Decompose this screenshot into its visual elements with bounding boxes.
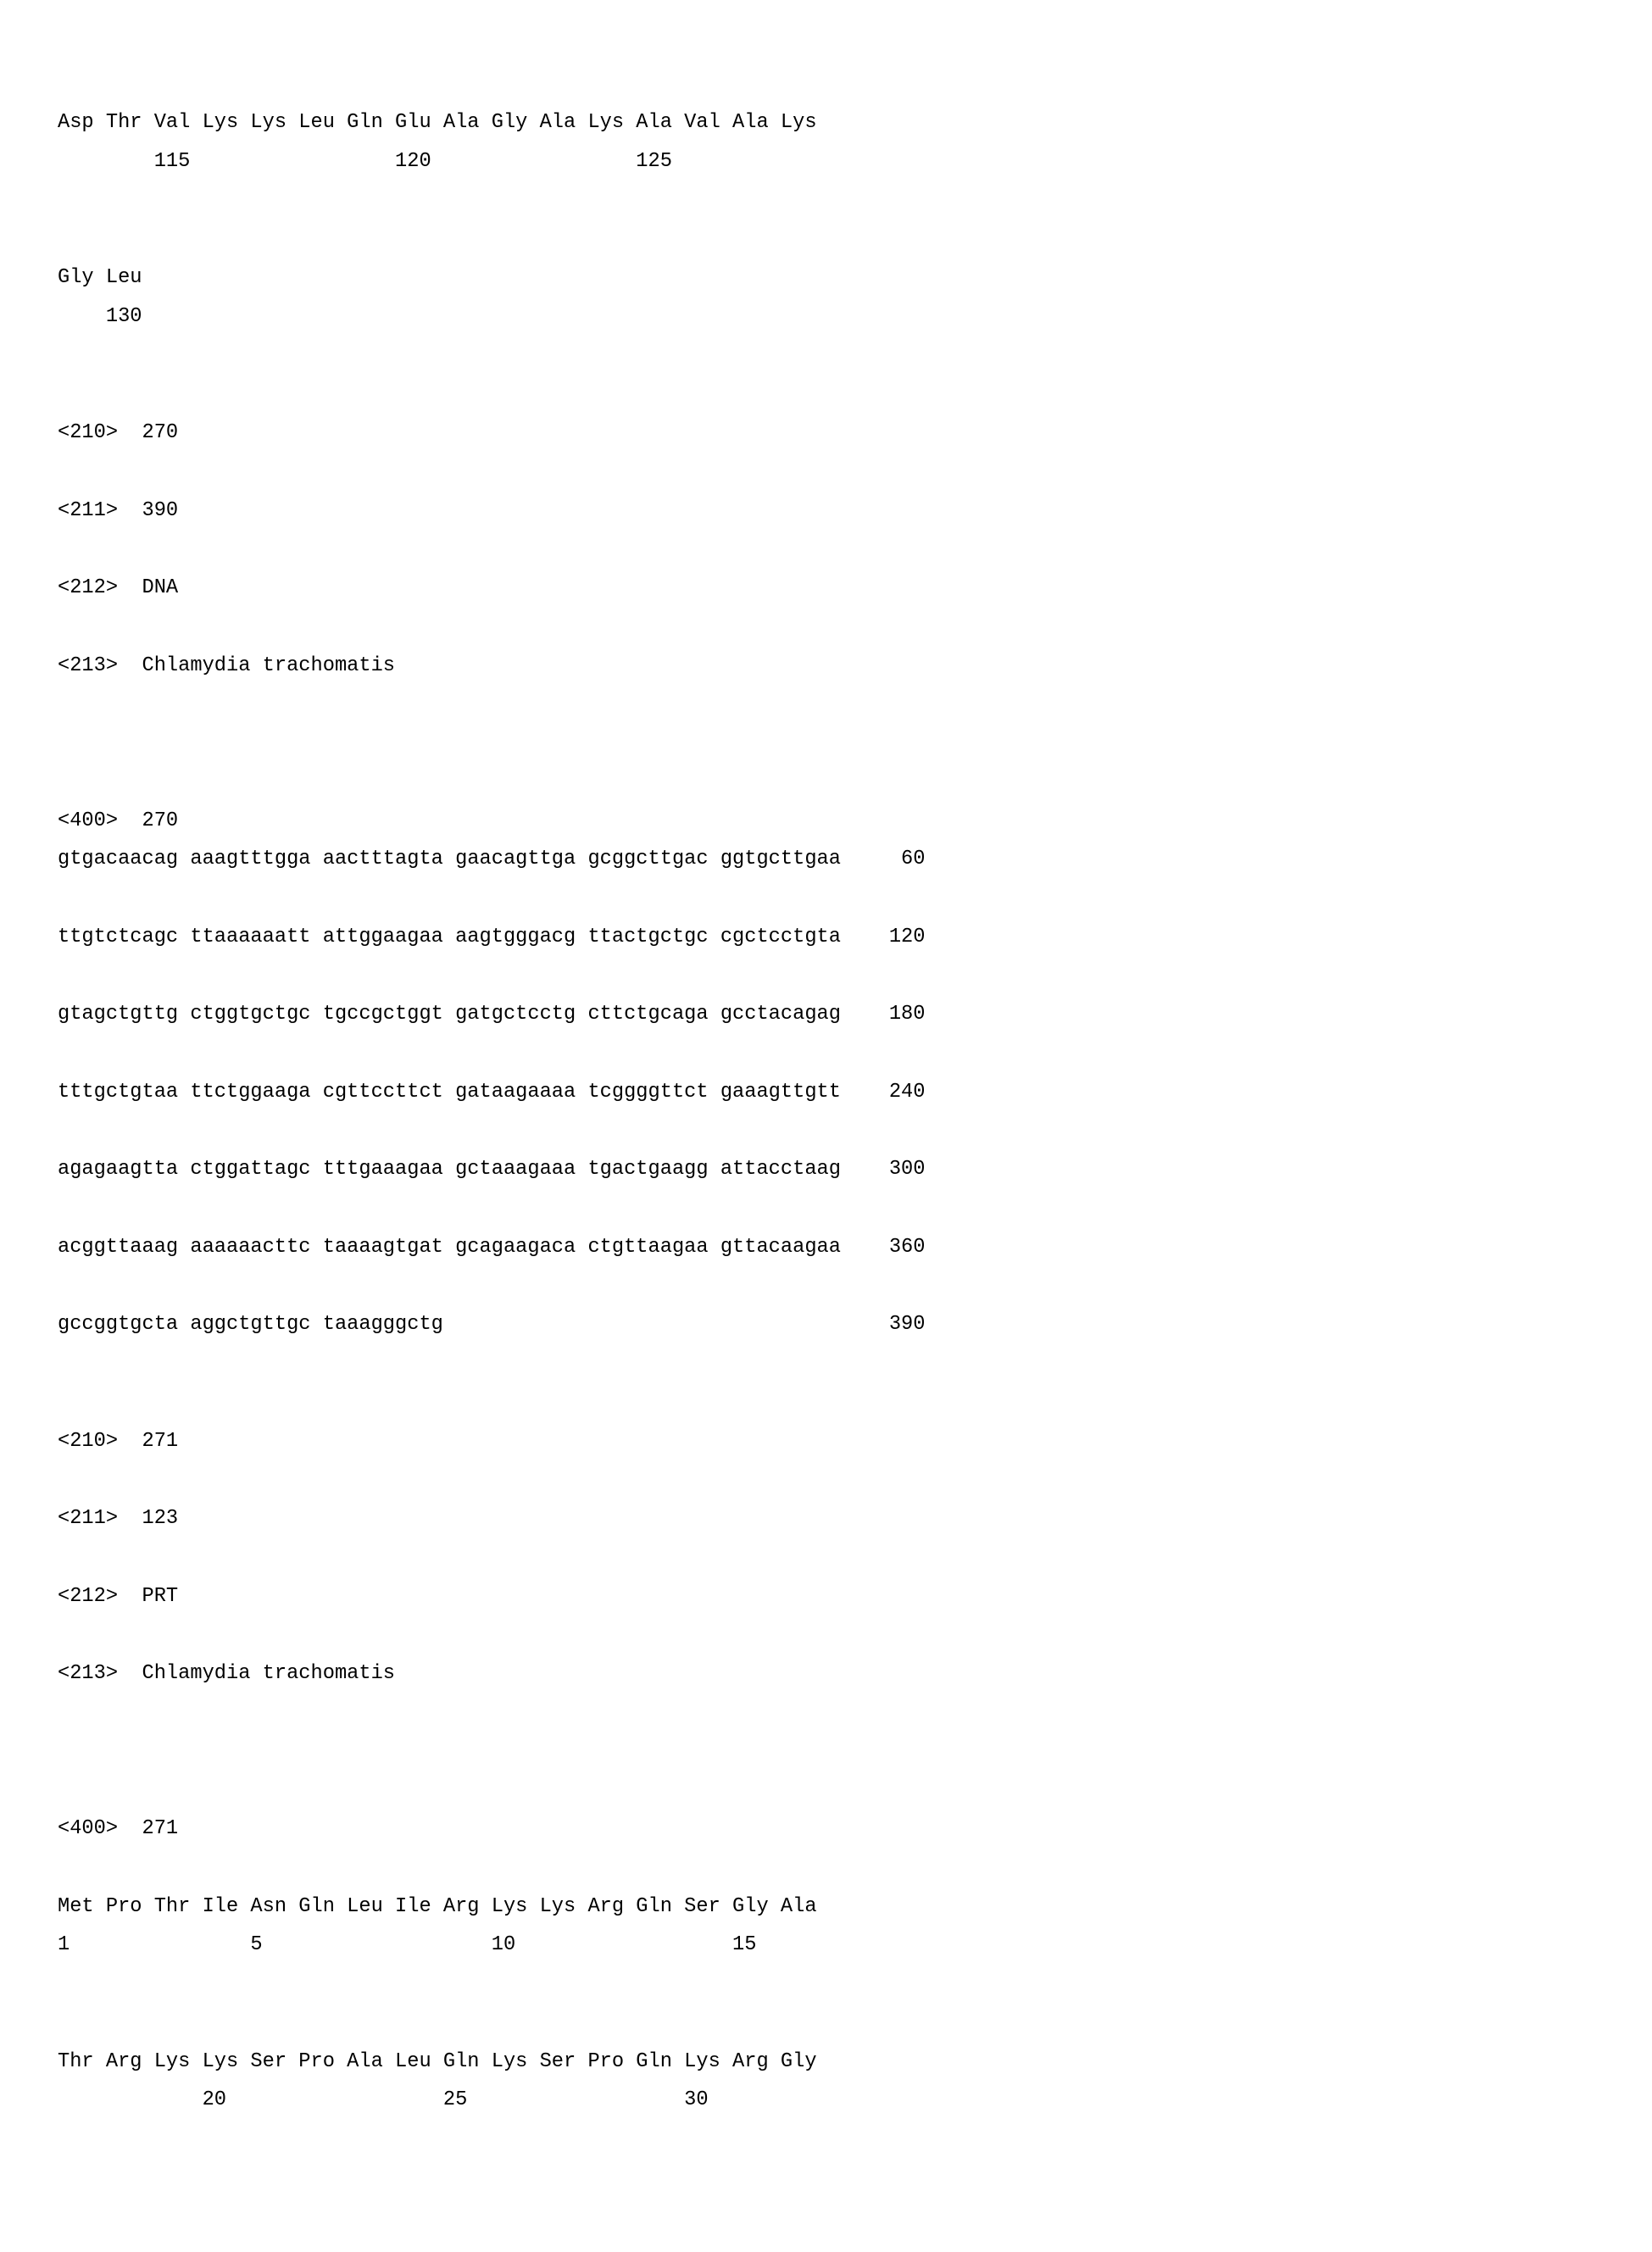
blank-line <box>58 1538 925 1577</box>
blank-line <box>58 1460 925 1499</box>
sequence-header-line: <400> 271 <box>58 1817 179 1840</box>
dna-sequence-line: gtagctgttg ctggtgctgc tgccgctggt gatgctcctg cttctgcaga gcctacagag 180 <box>58 1003 926 1026</box>
tag-field-line: <210> 271 <box>58 1429 179 1453</box>
blank-line <box>58 763 925 802</box>
blank-line <box>58 1615 925 1654</box>
residue-number-line: 1 5 10 15 <box>58 1933 757 1957</box>
tag-field-line: <211> 123 <box>58 1507 179 1530</box>
blank-line <box>58 1965 925 2004</box>
residue-number-line: 20 25 30 <box>58 2088 709 2112</box>
tag-field-line: <211> 390 <box>58 498 179 522</box>
blank-line <box>58 1344 925 1383</box>
blank-line <box>58 685 925 724</box>
dna-sequence-line: gtgacaacag aaagtttgga aactttagta gaacagttga gcggcttgac ggtgcttgaa 60 <box>58 848 926 871</box>
tag-field-line: <212> PRT <box>58 1584 179 1608</box>
blank-line <box>58 1383 925 1422</box>
blank-line <box>58 220 925 259</box>
blank-line <box>58 1771 925 1810</box>
tag-field-line: <213> Chlamydia trachomatis <box>58 1662 396 1685</box>
blank-line <box>58 453 925 492</box>
blank-line <box>58 724 925 763</box>
blank-line <box>58 1034 925 1073</box>
blank-line <box>58 879 925 918</box>
blank-line <box>58 1112 925 1151</box>
blank-line <box>58 530 925 569</box>
dna-sequence-line: acggttaaag aaaaaacttc taaaagtgat gcagaagaca ctgttaagaa gttacaagaa 360 <box>58 1235 926 1259</box>
blank-line <box>58 608 925 647</box>
blank-line <box>58 375 925 414</box>
residue-line: Met Pro Thr Ile Asn Gln Leu Ile Arg Lys Lys Arg Gln Ser Gly Ala <box>58 1894 817 1918</box>
tag-field-line: <210> 270 <box>58 421 179 444</box>
sequence-header-line: <400> 270 <box>58 809 179 832</box>
blank-line <box>58 957 925 996</box>
blank-line <box>58 1849 925 1888</box>
blank-line <box>58 1693 925 1732</box>
sequence-listing-text <box>58 103 925 2120</box>
blank-line <box>58 1732 925 1771</box>
tag-field-line: <212> DNA <box>58 576 179 599</box>
residue-number-line: 115 120 125 <box>58 149 672 173</box>
blank-line <box>58 336 925 375</box>
residue-line: Gly Leu <box>58 266 142 289</box>
blank-line <box>58 1267 925 1306</box>
dna-sequence-line: gccggtgcta aggctgttgc taaagggctg 390 <box>58 1313 926 1337</box>
dna-sequence-line: tttgctgtaa ttctggaaga cgttccttct gataagaaaa tcggggttct gaaagttgtt 240 <box>58 1080 926 1104</box>
blank-line <box>58 2004 925 2043</box>
blank-line <box>58 1189 925 1228</box>
residue-line: Thr Arg Lys Lys Ser Pro Ala Leu Gln Lys Ser Pro Gln Lys Arg Gly <box>58 2049 817 2073</box>
residue-number-line: 130 <box>58 304 142 328</box>
dna-sequence-line: ttgtctcagc ttaaaaaatt attggaagaa aagtgggacg ttactgctgc cgctcctgta 120 <box>58 925 926 948</box>
dna-sequence-line: agagaagtta ctggattagc tttgaaagaa gctaaagaaa tgactgaagg attacctaag 300 <box>58 1158 926 1182</box>
blank-line <box>58 181 925 220</box>
tag-field-line: <213> Chlamydia trachomatis <box>58 653 396 677</box>
residue-line: Asp Thr Val Lys Lys Leu Gln Glu Ala Gly Ala Lys Ala Val Ala Lys <box>58 111 817 134</box>
